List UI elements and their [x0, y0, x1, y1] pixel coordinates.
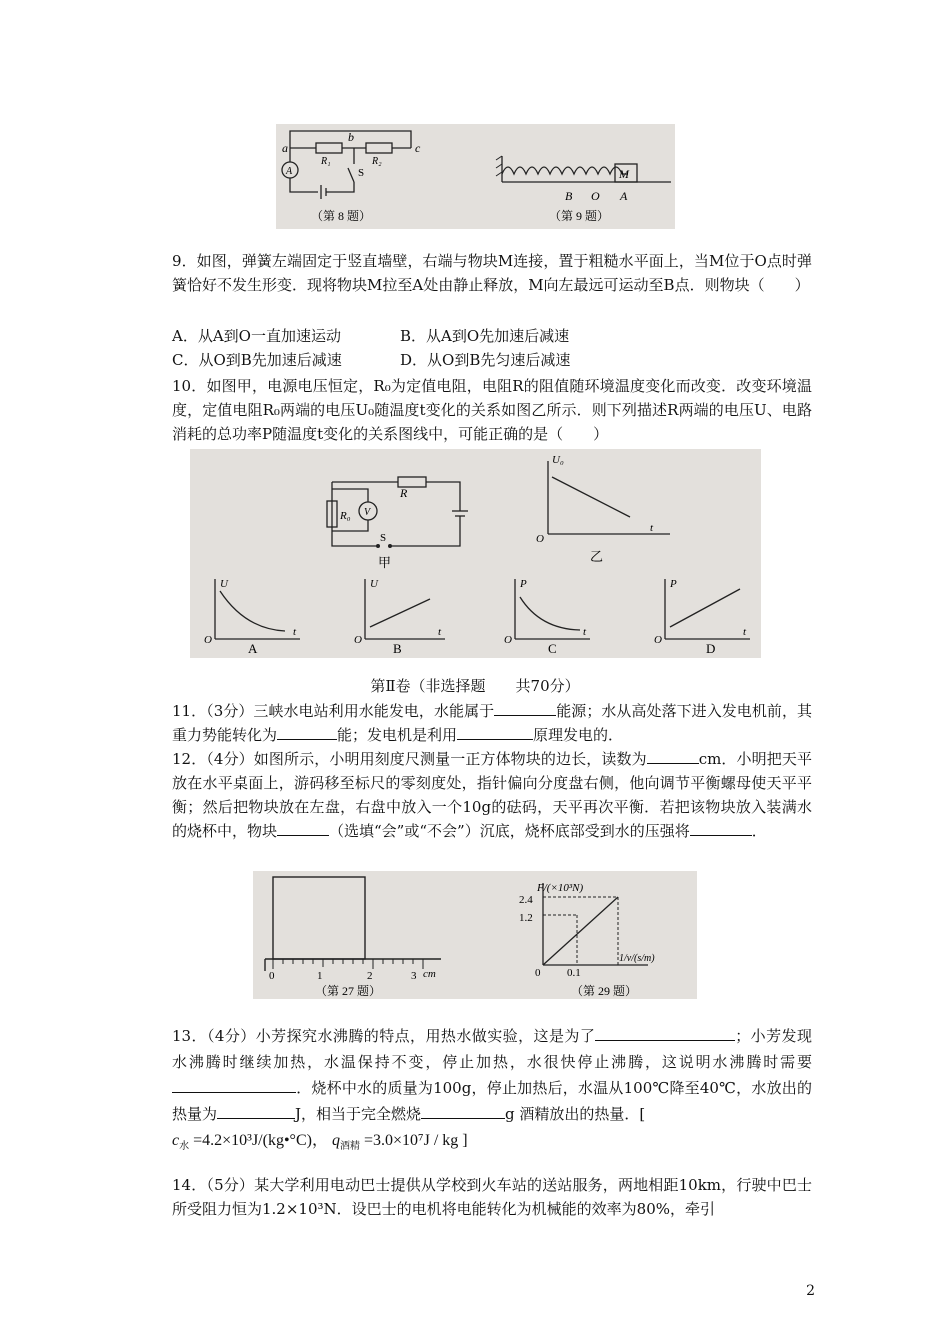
u0-axis-label: U₀	[552, 454, 564, 466]
figure-27-caption: （第 27 题）	[315, 984, 382, 998]
x-tick-01: 0.1	[567, 967, 581, 979]
graph-c-origin: O	[504, 634, 512, 646]
question-10-stem: 10．如图甲，电源电压恒定，R₀为定值电阻，电阻R的阻值随环境温度变化而改变．改变环境温度，定值电阻R₀两端的电压U₀随温度t变化的关系如图乙所示．则下列描述R两端的电压U、电路消耗的总功率P随温度t变化的关系图线中，可能正确的是（ ）	[172, 377, 812, 443]
question-11: 11．（3分）三峡水电站利用水能发电，水能属于 能源；水从高处落下进入发电机前，其重力势能转化为 能；发电机是利用 原理发电的．	[172, 702, 812, 744]
point-a-label: A	[620, 189, 628, 203]
section-heading: 第Ⅱ卷（非选择题 共70分）	[370, 677, 580, 695]
q13-blank-2[interactable]	[172, 1077, 296, 1093]
voltmeter-label: V	[364, 507, 371, 518]
point-b-label: B	[565, 189, 573, 203]
q13-blank-3[interactable]	[217, 1103, 295, 1119]
q11-blank-1[interactable]	[494, 700, 556, 716]
node-c-label: c	[415, 141, 421, 155]
q9-option-d: D．从O到B先匀速后减速	[400, 351, 571, 369]
question-9-stem: 9．如图，弹簧左端固定于竖直墙壁，右端与物块M连接，置于粗糙水平面上，当M位于O点时弹簧恰好不发生形变．现将物块M拉至A处由静止释放，M向左最远可运动至B点．则物块（ ）	[172, 252, 812, 294]
graph-b-t: t	[438, 626, 442, 638]
switch-label: S	[358, 167, 365, 179]
graph-c-y-label: P	[520, 578, 527, 590]
v-axis-label: 1/v/(s/m)	[619, 953, 655, 964]
constants-formula: $c_水$ =4.2×10³J/(kg•°C)， $q_{酒精} =3.0\times 10^7J$ / kg ]	[172, 1132, 468, 1153]
graph-b-origin: O	[354, 634, 362, 646]
resistor-r-label: R	[400, 486, 408, 500]
q9-option-a: A．从A到O一直加速运动	[172, 327, 341, 345]
graph-b-y-label: U	[370, 578, 378, 590]
r1-label: R₁	[321, 156, 331, 167]
origin-label: O	[536, 533, 544, 545]
graph-d-y-label: P	[670, 578, 677, 590]
graph-a-t: t	[293, 626, 297, 638]
question-13: 13．（4分）小芳探究水沸腾的特点，用热水做实验，这是为了 ；小芳发现水沸腾时继续加热，水温保持不变，停止加热，水很快停止沸腾，这说明水沸腾时需要．烧杯中水的质量为100g，停止加热后，水温从100℃降至40℃，水放出的热量为 J，相当于完全燃烧 g 酒精放出的热量．[	[172, 1027, 812, 1123]
graph-a-label: A	[248, 641, 258, 656]
f-origin: 0	[535, 967, 541, 979]
yi-label: 乙	[590, 549, 604, 564]
q13-blank-4[interactable]	[421, 1103, 505, 1119]
y-tick-24: 2.4	[519, 894, 533, 906]
q12-blank-1[interactable]	[647, 748, 699, 764]
q11-blank-2[interactable]	[277, 724, 337, 740]
ruler-unit: cm	[423, 968, 436, 980]
q9-option-c: C．从O到B先加速后减速	[172, 351, 342, 369]
ruler-tick-2: 2	[367, 970, 373, 982]
q9-option-b: B．从A到O先加速后减速	[400, 327, 570, 345]
q12-blank-2[interactable]	[277, 820, 329, 836]
f-axis-label: F/(×10³N)	[537, 882, 584, 894]
graph-b-label: B	[393, 641, 402, 656]
q13-blank-1[interactable]	[595, 1025, 735, 1041]
ruler-tick-3: 3	[411, 970, 417, 982]
switch-s-label: S	[380, 532, 387, 544]
figure-q10	[190, 449, 761, 658]
point-o-label: O	[591, 189, 600, 203]
graph-c-label: C	[548, 641, 557, 656]
figure-q8-q9	[276, 124, 675, 229]
figure-8-caption: （第 8 题）	[311, 209, 372, 223]
t-axis-label: t	[650, 522, 654, 534]
question-14: 14．（5分）某大学利用电动巴士提供从学校到火车站的送站服务，两地相距10km，行驶中巴士所受阻力恒为1.2×10³N．设巴士的电机将电能转化为机械能的效率为80%，牵引	[172, 1176, 812, 1218]
figure-9-caption: （第 9 题）	[549, 209, 610, 223]
resistor-r0-label: R₀	[340, 510, 351, 522]
graph-a-y-label: U	[220, 578, 228, 590]
node-a-label: a	[282, 141, 288, 155]
graph-d-label: D	[706, 641, 716, 656]
q12-blank-3[interactable]	[690, 820, 752, 836]
q11-blank-3[interactable]	[457, 724, 533, 740]
block-m-label: M	[619, 167, 629, 181]
graph-a-origin: O	[204, 634, 212, 646]
figure-29-caption: （第 29 题）	[571, 984, 638, 998]
figure-q27-q29	[253, 871, 697, 999]
graph-d-origin: O	[654, 634, 662, 646]
y-tick-12: 1.2	[519, 912, 533, 924]
graph-d-t: t	[743, 626, 747, 638]
question-12: 12．（4分）如图所示，小明用刻度尺测量一正方体物块的边长，读数为 cm．小明把天平放在水平桌面上，游码移至标尺的零刻度处，指针偏向分度盘右侧，他向调节平衡螺母使天平平衡；然后把物块放在左盘，右盘中放入一个10g的砝码，天平再次平衡．若把该物块放入装满水的烧杯中，物块 （选填“会”或“不会”）沉底，烧杯底部受到水的压强将 ．	[172, 750, 812, 840]
page-number: 2	[806, 1283, 815, 1299]
ruler-tick-1: 1	[317, 970, 323, 982]
graph-c-t: t	[583, 626, 587, 638]
ammeter-label: A	[286, 166, 293, 177]
ruler-tick-0: 0	[269, 970, 275, 982]
r2-label: R₂	[372, 156, 382, 167]
jia-label: 甲	[378, 555, 392, 570]
node-b-label: b	[348, 130, 354, 144]
